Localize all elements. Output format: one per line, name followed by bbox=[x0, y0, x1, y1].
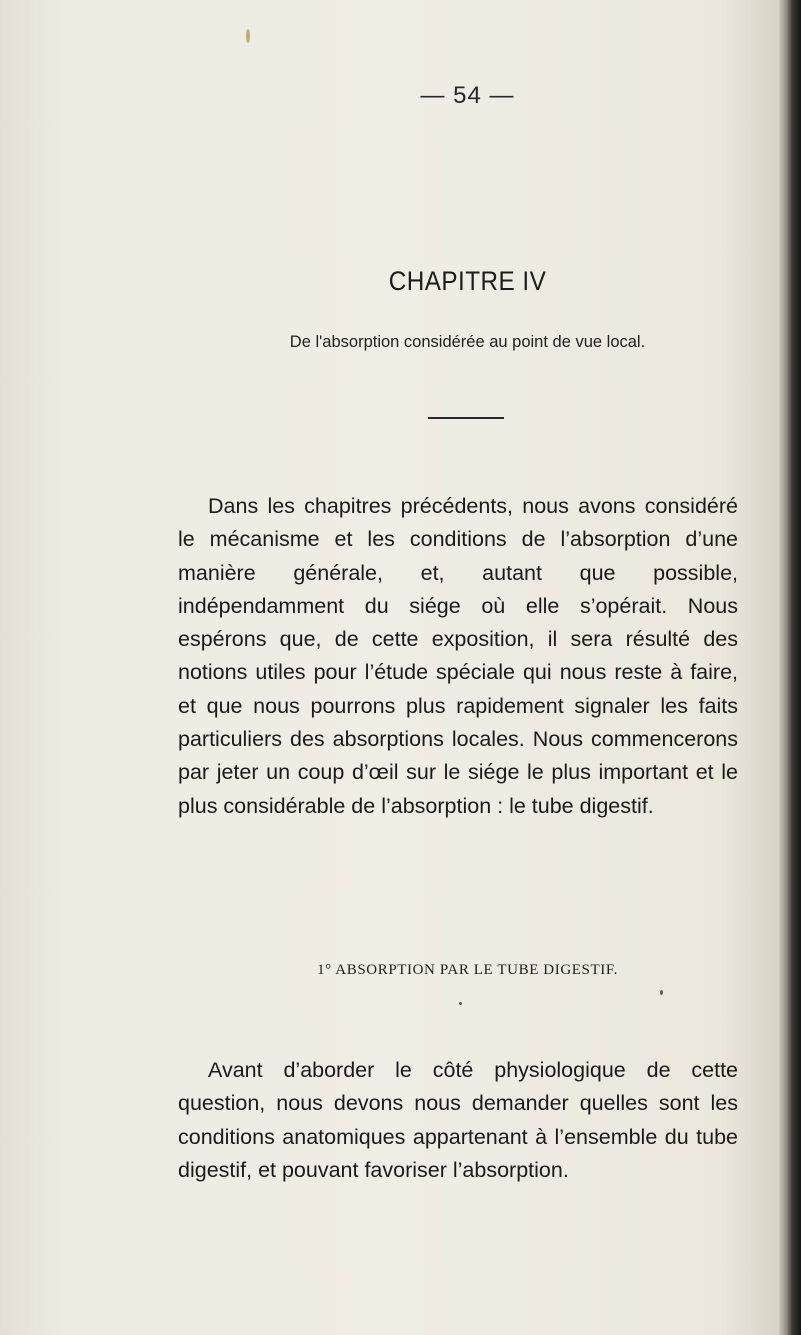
page-edge-shadow bbox=[779, 0, 801, 1335]
separator-rule bbox=[428, 417, 504, 419]
paper-speck bbox=[660, 990, 663, 995]
paper-speck bbox=[459, 1002, 462, 1005]
paragraph-intro: Dans les chapitres précédents, nous avons considéré le mécanisme et les conditions de l’absorption d’une manière générale, et, autant que possible, indépendamment du siége où elle s’opérait. Nous espérons que, de cette exposition, il sera résulté des notions utiles pour l’étude spéciale qui nous reste à faire, et que nous pourrons plus rapidement signaler les faits particuliers des absorptions locales. Nous commencerons par jeter un coup d’œil sur le siége le plus important et le plus considérable de l’absorption : le tube digestif. bbox=[178, 494, 738, 818]
section-heading: 1° ABSORPTION PAR LE TUBE DIGESTIF. bbox=[317, 962, 618, 978]
chapter-title: CHAPITRE IV bbox=[388, 266, 547, 296]
paper-speck bbox=[246, 29, 250, 43]
page-number: — 54 — bbox=[420, 82, 515, 109]
paragraph-section-1: Avant d’aborder le côté physiologique de cette question, nous devons nous demander quelles sont les conditions anatomiques appartenant à l’ensemble du tube digestif, et pouvant favoriser l’absorption. bbox=[178, 1058, 738, 1182]
chapter-subtitle: De l'absorption considérée au point de vue local. bbox=[289, 333, 646, 351]
